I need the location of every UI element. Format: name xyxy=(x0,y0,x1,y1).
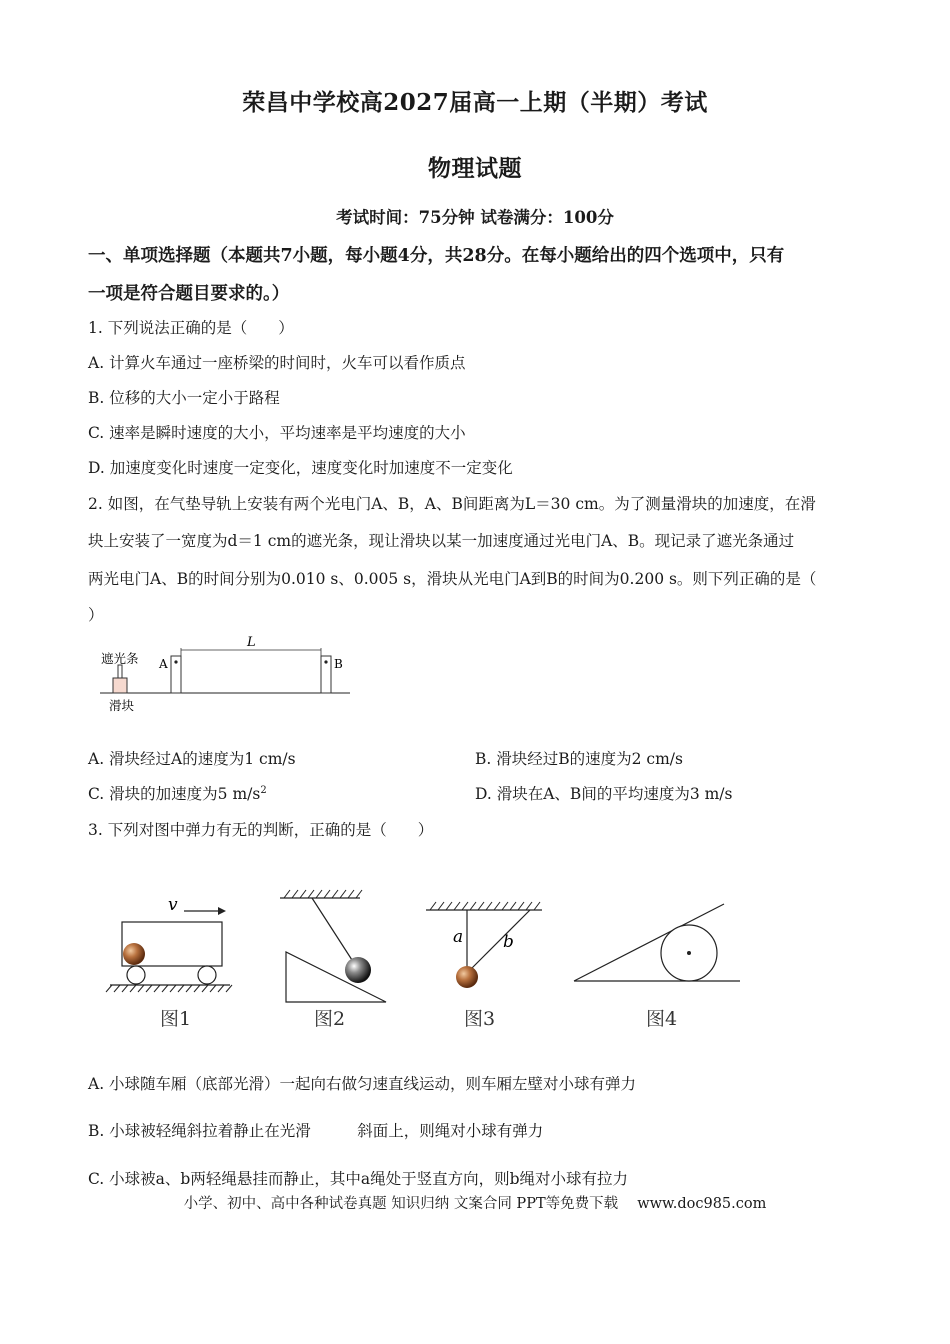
fig1-label: 图1 xyxy=(160,1008,192,1030)
figure-4-wedge xyxy=(574,904,740,981)
subject-title: 物理试题 xyxy=(428,155,522,182)
q3-stem: 3. 下列对图中弹力有无的判断，正确的是（ ） xyxy=(88,821,434,839)
ball-on-incline xyxy=(345,957,371,983)
q2-option-b: B. 滑块经过B的速度为2 cm/s xyxy=(475,750,683,768)
shading-strip xyxy=(118,665,122,678)
q3-option-a: A. 小球随车厢（底部光滑）一起向右做匀速直线运动，则车厢左壁对小球有弹力 xyxy=(88,1075,637,1093)
ball-center xyxy=(687,951,691,955)
label-block: 滑块 xyxy=(109,698,135,713)
exam-title: 荣昌中学校高2027届高一上期（半期）考试 xyxy=(242,89,708,116)
q1-stem: 1. 下列说法正确的是（ ） xyxy=(88,319,294,337)
cart-wheel-right xyxy=(198,966,216,984)
section-heading-line1: 一、单项选择题（本题共7小题，每小题4分，共28分。在每小题给出的四个选项中，只有 xyxy=(88,246,785,266)
slider-block xyxy=(113,678,127,693)
q1-option-b: B. 位移的大小一定小于路程 xyxy=(88,389,280,407)
ball-in-cart xyxy=(123,943,145,965)
gate-b-sensor xyxy=(324,660,327,663)
cart-wheel-left xyxy=(127,966,145,984)
figure-3-two-strings xyxy=(426,902,542,988)
fig2-label: 图2 xyxy=(314,1008,346,1030)
label-v: v xyxy=(168,895,178,915)
label-a: A xyxy=(159,657,168,671)
q2-option-c-sup: 2 xyxy=(260,784,267,796)
ball-hanging xyxy=(456,966,478,988)
fig3-label: 图3 xyxy=(464,1008,496,1030)
label-a: a xyxy=(453,927,464,947)
q2-stem-line4: ） xyxy=(88,606,104,624)
label-strip: 遮光条 xyxy=(101,651,139,666)
q3-option-b: B. 小球被轻绳斜拉着静止在光滑 斜面上，则绳对小球有弹力 xyxy=(88,1122,544,1140)
q1-option-d: D. 加速度变化时速度一定变化，速度变化时加速度不一定变化 xyxy=(88,459,513,477)
gate-a-sensor xyxy=(174,660,177,663)
q2-option-c: C. 滑块的加速度为5 m/s xyxy=(88,785,261,803)
label-l: L xyxy=(247,635,256,650)
q2-stem-line3: 两光电门A、B的时间分别为0.010 s、0.005 s，滑块从光电门A到B的时间为0.200 s。则下列正确的是（ xyxy=(88,570,817,588)
force-figures xyxy=(100,880,760,1040)
q2-option-a: A. 滑块经过A的速度为1 cm/s xyxy=(88,750,296,768)
q1-option-a: A. 计算火车通过一座桥梁的时间时，火车可以看作质点 xyxy=(88,354,466,372)
string-b xyxy=(472,910,530,968)
section-heading-line2: 一项是符合题目要求的。） xyxy=(88,284,290,304)
figure-1-cart xyxy=(106,895,232,992)
q2-stem-line2: 块上安装了一宽度为d＝1 cm的遮光条，现让滑块以某一加速度通过光电门A、B。现记录了遮光条通过 xyxy=(88,532,795,550)
label-b: b xyxy=(503,932,514,952)
q2-option-d: D. 滑块在A、B间的平均速度为3 m/s xyxy=(475,785,733,803)
string-fig2 xyxy=(312,898,352,960)
fig4-label: 图4 xyxy=(646,1008,678,1030)
page-footer: 小学、初中、高中各种试卷真题 知识归纳 文案合同 PPT等免费下载 www.doc985.com xyxy=(183,1196,767,1212)
q2-option-c-wrap xyxy=(88,782,267,804)
exam-info: 考试时间：75分钟 试卷满分：100分 xyxy=(336,208,614,227)
q3-option-c: C. 小球被a、b两轻绳悬挂而静止，其中a绳处于竖直方向，则b绳对小球有拉力 xyxy=(88,1170,628,1188)
q2-stem-line1: 2. 如图，在气垫导轨上安装有两个光电门A、B，A、B间距离为L＝30 cm。为了测量滑块的加速度，在滑 xyxy=(88,495,816,513)
q1-option-c: C. 速率是瞬时速度的大小，平均速率是平均速度的大小 xyxy=(88,424,466,442)
incline-wedge xyxy=(286,952,386,1002)
figure-2-incline xyxy=(280,890,386,1002)
air-track-figure xyxy=(95,630,355,715)
label-b: B xyxy=(334,657,343,671)
